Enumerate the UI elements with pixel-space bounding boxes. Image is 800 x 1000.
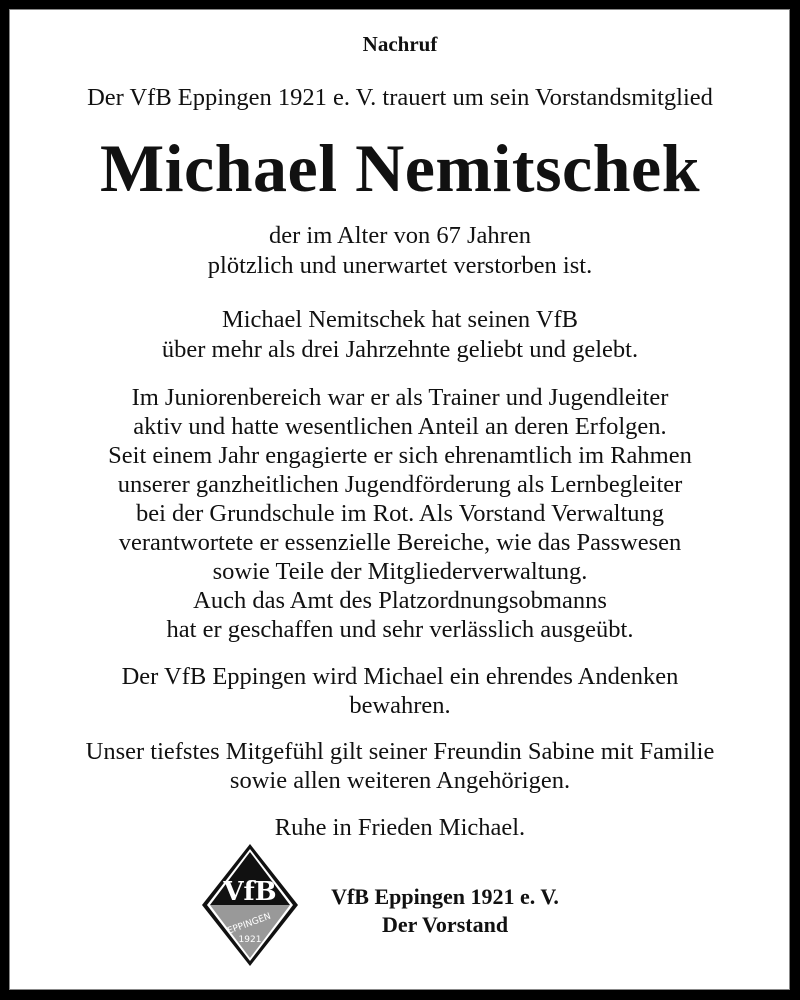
text-line: bewahren.	[349, 692, 451, 719]
text-line: Der VfB Eppingen wird Michael ein ehrendes Andenken	[121, 663, 679, 690]
text-line: Michael Nemitschek hat seinen VfB	[221, 306, 579, 333]
text-line: hat er geschaffen und sehr verlässlich ausgeübt.	[166, 616, 634, 643]
text-line: Auch das Amt des Platzordnungsobmanns	[193, 587, 607, 614]
logo-year: 1921	[238, 935, 262, 945]
text-line: sowie Teile der Mitgliederverwaltung.	[212, 558, 588, 585]
text-line: aktiv und hatte wesentlichen Anteil an deren Erfolgen.	[133, 413, 667, 440]
text-line: Im Juniorenbereich war er als Trainer und Jugendleiter	[131, 384, 669, 411]
logo-letters: VfB	[223, 877, 277, 907]
text-line: Seit einem Jahr engagierte er sich ehrenamtlich im Rahmen	[108, 442, 692, 469]
vfb-eppingen-logo	[200, 842, 300, 968]
text-line: verantwortete er essenzielle Bereiche, wie das Passwesen	[118, 529, 682, 556]
text-line: Unser tiefstes Mitgefühl gilt seiner Freundin Sabine mit Familie	[85, 738, 715, 765]
text-line: plötzlich und unerwartet verstorben ist.	[207, 252, 593, 279]
text-line: Ruhe in Frieden Michael.	[274, 814, 526, 841]
text-line: sowie allen weiteren Angehörigen.	[229, 767, 571, 794]
text-line: der im Alter von 67 Jahren	[269, 222, 531, 249]
text-line: bei der Grundschule im Rot. Als Vorstand Verwaltung	[135, 500, 665, 527]
signature-board: Der Vorstand	[381, 912, 509, 937]
signature-club: VfB Eppingen 1921 e. V.	[331, 884, 559, 909]
logo-town: EPPINGEN	[226, 911, 273, 937]
intro-line: Der VfB Eppingen 1921 e. V. trauert um sein Vorstandsmitglied	[87, 84, 713, 111]
text-line: unserer ganzheitlichen Jugendförderung als Lernbegleiter	[117, 471, 683, 498]
deceased-name: Michael Nemitschek	[99, 130, 701, 206]
heading: Nachruf	[362, 32, 438, 56]
text-line: über mehr als drei Jahrzehnte geliebt und gelebt.	[161, 336, 639, 363]
